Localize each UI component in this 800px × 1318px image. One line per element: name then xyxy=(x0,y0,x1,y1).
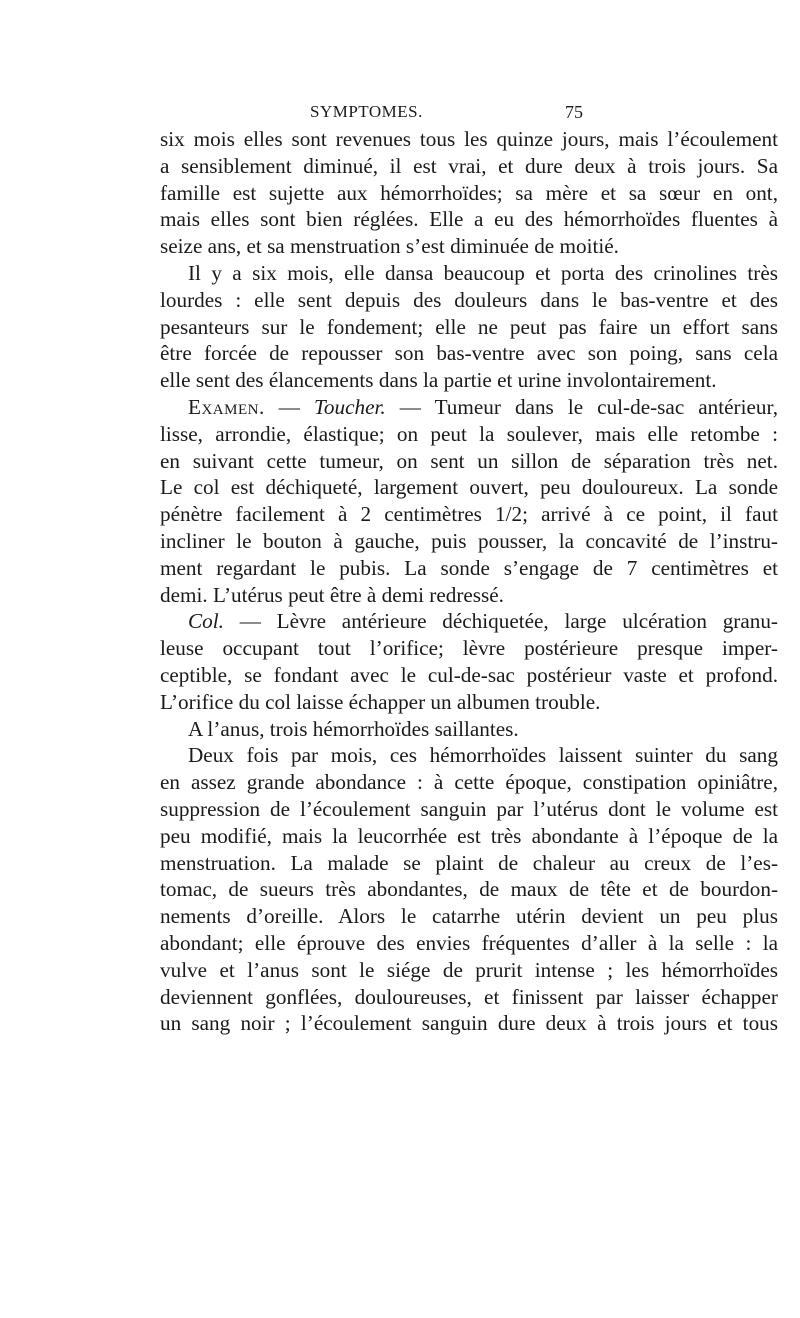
text-line: Le col est déchiqueté, largement ouvert, peu douloureux. La sonde xyxy=(160,475,778,500)
text-line: elle sent des élancements dans la partie et urine involontairement. xyxy=(160,368,717,393)
body-text xyxy=(160,126,778,1037)
paragraph-anus xyxy=(160,716,778,743)
text-line: pesanteurs sur le fondement; elle ne peut pas faire un effort sans xyxy=(160,314,778,339)
text-line: être forcée de repousser son bas-ventre avec son poing, sans cela xyxy=(160,341,778,366)
text-line: en assez grande abondance : à cette époque, constipation opiniâtre, xyxy=(160,770,778,795)
section-lead-toucher: Toucher. xyxy=(314,394,386,419)
text-line: leuse occupant tout l’orifice; lèvre postérieure presque imper- xyxy=(160,636,778,661)
text-line: lisse, arrondie, élastique; on peut la soulever, mais elle retombe : xyxy=(160,421,778,446)
lead-rest: — Tumeur dans le cul-de-sac antérieur, xyxy=(385,394,778,419)
text-line: vulve et l’anus sont le siége de prurit intense ; les hémorrhoïdes xyxy=(160,957,778,982)
text-line: nements d’oreille. Alors le catarrhe utérin devient un peu plus xyxy=(160,904,778,929)
text-line: tomac, de sueurs très abondantes, de maux de tête et de bourdon- xyxy=(160,877,778,902)
text-line: Il y a six mois, elle dansa beaucoup et porta des crinolines très xyxy=(188,260,778,285)
text-line: un sang noir ; l’écoulement sanguin dure deux à trois jours et tous xyxy=(160,1011,778,1036)
running-title: SYMPTOMES. xyxy=(310,102,423,121)
page-number: 75 xyxy=(565,102,583,122)
text-line: en suivant cette tumeur, on sent un sillon de séparation très net. xyxy=(160,448,778,473)
text-line: ment regardant le pubis. La sonde s’engage de 7 centimètres et xyxy=(160,555,778,580)
section-lead-examen: Examen. xyxy=(188,394,265,419)
text-line: seize ans, et sa menstruation s’est diminuée de moitié. xyxy=(160,234,619,259)
lead-dash: — xyxy=(264,394,315,419)
text-line: Deux fois par mois, ces hémorrhoïdes laissent suinter du sang xyxy=(188,743,778,768)
text-line: deviennent gonflées, douloureuses, et finissent par laisser échapper xyxy=(160,984,778,1009)
paragraph-examen xyxy=(160,394,778,608)
text-line: abondant; elle éprouve des envies fréquentes d’aller à la selle : la xyxy=(160,930,778,955)
text-line: incliner le bouton à gauche, puis pousser, la concavité de l’instru- xyxy=(160,528,778,553)
text-line xyxy=(160,394,778,421)
text-line: famille est sujette aux hémorrhoïdes; sa mère et sa sœur en ont, xyxy=(160,180,778,205)
paragraph-6 xyxy=(160,742,778,1037)
text-line: demi. L’utérus peut être à demi redressé. xyxy=(160,582,504,607)
section-lead-col: Col. xyxy=(188,609,224,634)
paragraph-2 xyxy=(160,260,778,394)
paragraph-col xyxy=(160,608,778,715)
text-line: A l’anus, trois hémorrhoïdes saillantes. xyxy=(188,716,519,741)
page-header xyxy=(160,102,780,124)
text-line: a sensiblement diminué, il est vrai, et dure deux à trois jours. Sa xyxy=(160,153,778,178)
text-line: pénètre facilement à 2 centimètres 1/2; arrivé à ce point, il faut xyxy=(160,502,778,527)
text-line: lourdes : elle sent depuis des douleurs dans le bas-ventre et des xyxy=(160,287,778,312)
paragraph-1 xyxy=(160,126,778,260)
text-line: ceptible, se fondant avec le cul-de-sac postérieur vaste et profond. xyxy=(160,662,778,687)
text-line xyxy=(160,608,778,635)
text-line: six mois elles sont revenues tous les quinze jours, mais l’écoulement xyxy=(160,127,778,151)
text-line: L’orifice du col laisse échapper un albumen trouble. xyxy=(160,689,601,714)
text-line: peu modifié, mais la leucorrhée est très abondante à l’époque de la xyxy=(160,823,778,848)
text-line: suppression de l’écoulement sanguin par l’utérus dont le volume est xyxy=(160,796,778,821)
text-line: mais elles sont bien réglées. Elle a eu des hémorrhoïdes fluentes à xyxy=(160,207,778,232)
lead-rest: — Lèvre antérieure déchiquetée, large ulcération granu- xyxy=(223,609,778,634)
text-line: menstruation. La malade se plaint de chaleur au creux de l’es- xyxy=(160,850,778,875)
